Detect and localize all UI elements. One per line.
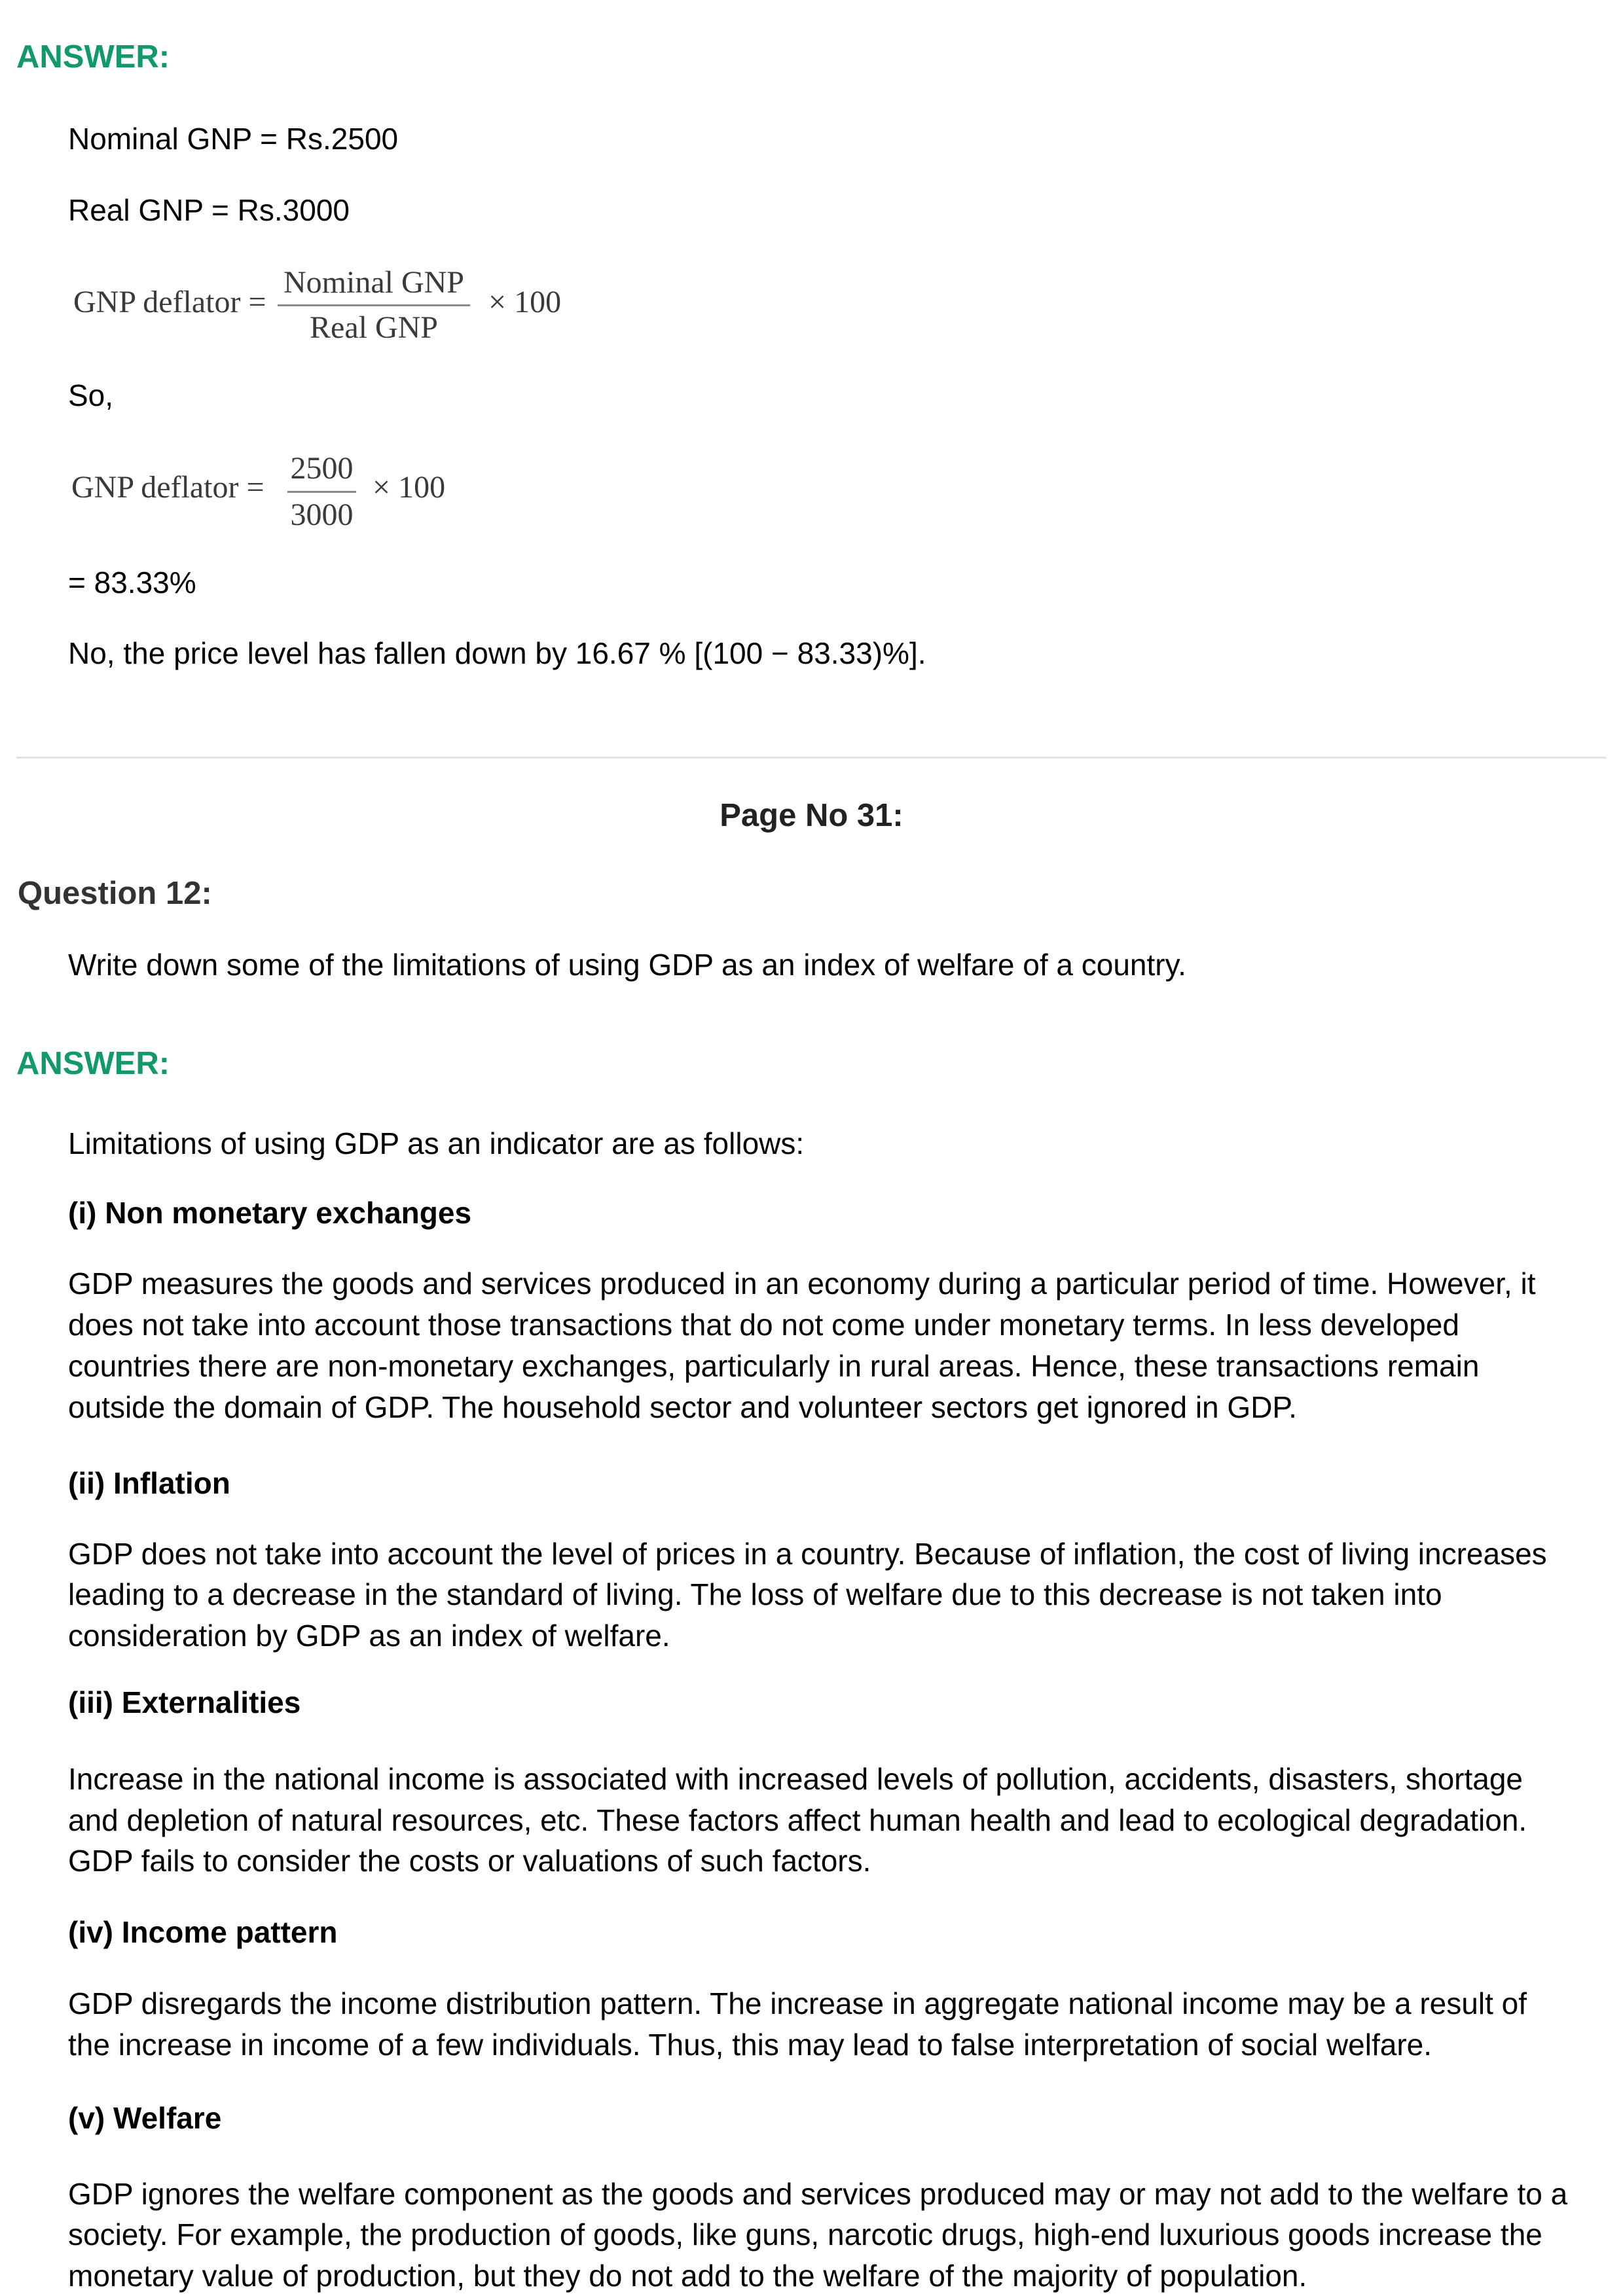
limitation-title: (ii) Inflation [68,1466,230,1500]
paragraph-line: society. For example, the production of goods, like guns, narcotic drugs, high-end luxurious goods increase the [68,2217,1542,2251]
paragraph-line: countries there are non-monetary exchanges, particularly in rural areas. Hence, these transactions remain [68,1349,1480,1383]
so-text: So, [68,378,114,412]
paragraph-line: Increase in the national income is associated with increased levels of pollution, accidents, disasters, shortage [68,1762,1523,1796]
answer-label: ANSWER: [16,1046,170,1081]
answer-intro: Limitations of using GDP as an indicator are as follows: [68,1126,805,1160]
paragraph-line: and depletion of natural resources, etc. These factors affect human health and lead to ecological degradation. [68,1803,1527,1837]
result-text: = 83.33% [68,565,196,600]
limitation-title: (iv) Income pattern [68,1915,338,1949]
paragraph-line: GDP disregards the income distribution pattern. The increase in aggregate national income may be a result of [68,1986,1527,2020]
limitation-title: (i) Non monetary exchanges [68,1196,472,1230]
paragraph-line: monetary value of production, but they do not add to the welfare of the majority of population. [68,2259,1307,2293]
given-nominal-gnp: Nominal GNP = Rs.2500 [68,122,399,156]
formula-lhs: GNP deflator = [71,470,264,505]
conclusion-text: No, the price level has fallen down by 16.67 % [(100 − 83.33)%]. [68,636,926,670]
paragraph-line: the increase in income of a few individuals. Thus, this may lead to false interpretation of social welfare. [68,2028,1432,2062]
question-text: Write down some of the limitations of using GDP as an index of welfare of a country. [68,948,1186,982]
given-real-gnp: Real GNP = Rs.3000 [68,193,350,227]
limitation-title: (iii) Externalities [68,1685,301,1719]
paragraph-line: consideration by GDP as an index of welfare. [68,1619,670,1653]
page-number-heading: Page No 31: [720,798,903,833]
answer-label: ANSWER: [16,39,170,75]
paragraph-line: does not take into account those transactions that do not come under monetary terms. In less developed [68,1308,1459,1342]
formula-numerator: 2500 [290,451,354,486]
formula-multiplier: × 100 [488,285,562,319]
paragraph-line: leading to a decrease in the standard of living. The loss of welfare due to this decrease is not taken into [68,1577,1442,1611]
formula-numerator: Nominal GNP [283,265,464,300]
question-heading: Question 12: [18,876,212,911]
formula-lhs: GNP deflator = [73,285,266,319]
fraction-bar [278,304,470,306]
paragraph-line: outside the domain of GDP. The household sector and volunteer sectors get ignored in GDP. [68,1390,1297,1424]
limitation-title: (v) Welfare [68,2101,222,2135]
formula-denominator: 3000 [290,497,354,532]
paragraph-line: GDP measures the goods and services produced in an economy during a particular period of time. However, it [68,1266,1536,1300]
fraction-bar [287,491,356,493]
paragraph-line: GDP does not take into account the level of prices in a country. Because of inflation, the cost of living increases [68,1537,1547,1571]
section-divider [16,757,1606,759]
paragraph-line: GDP fails to consider the costs or valuations of such factors. [68,1844,871,1878]
formula-multiplier: × 100 [373,470,446,505]
paragraph-line: GDP ignores the welfare component as the goods and services produced may or may not add to the welfare to a [68,2177,1568,2211]
formula-denominator: Real GNP [310,310,438,345]
